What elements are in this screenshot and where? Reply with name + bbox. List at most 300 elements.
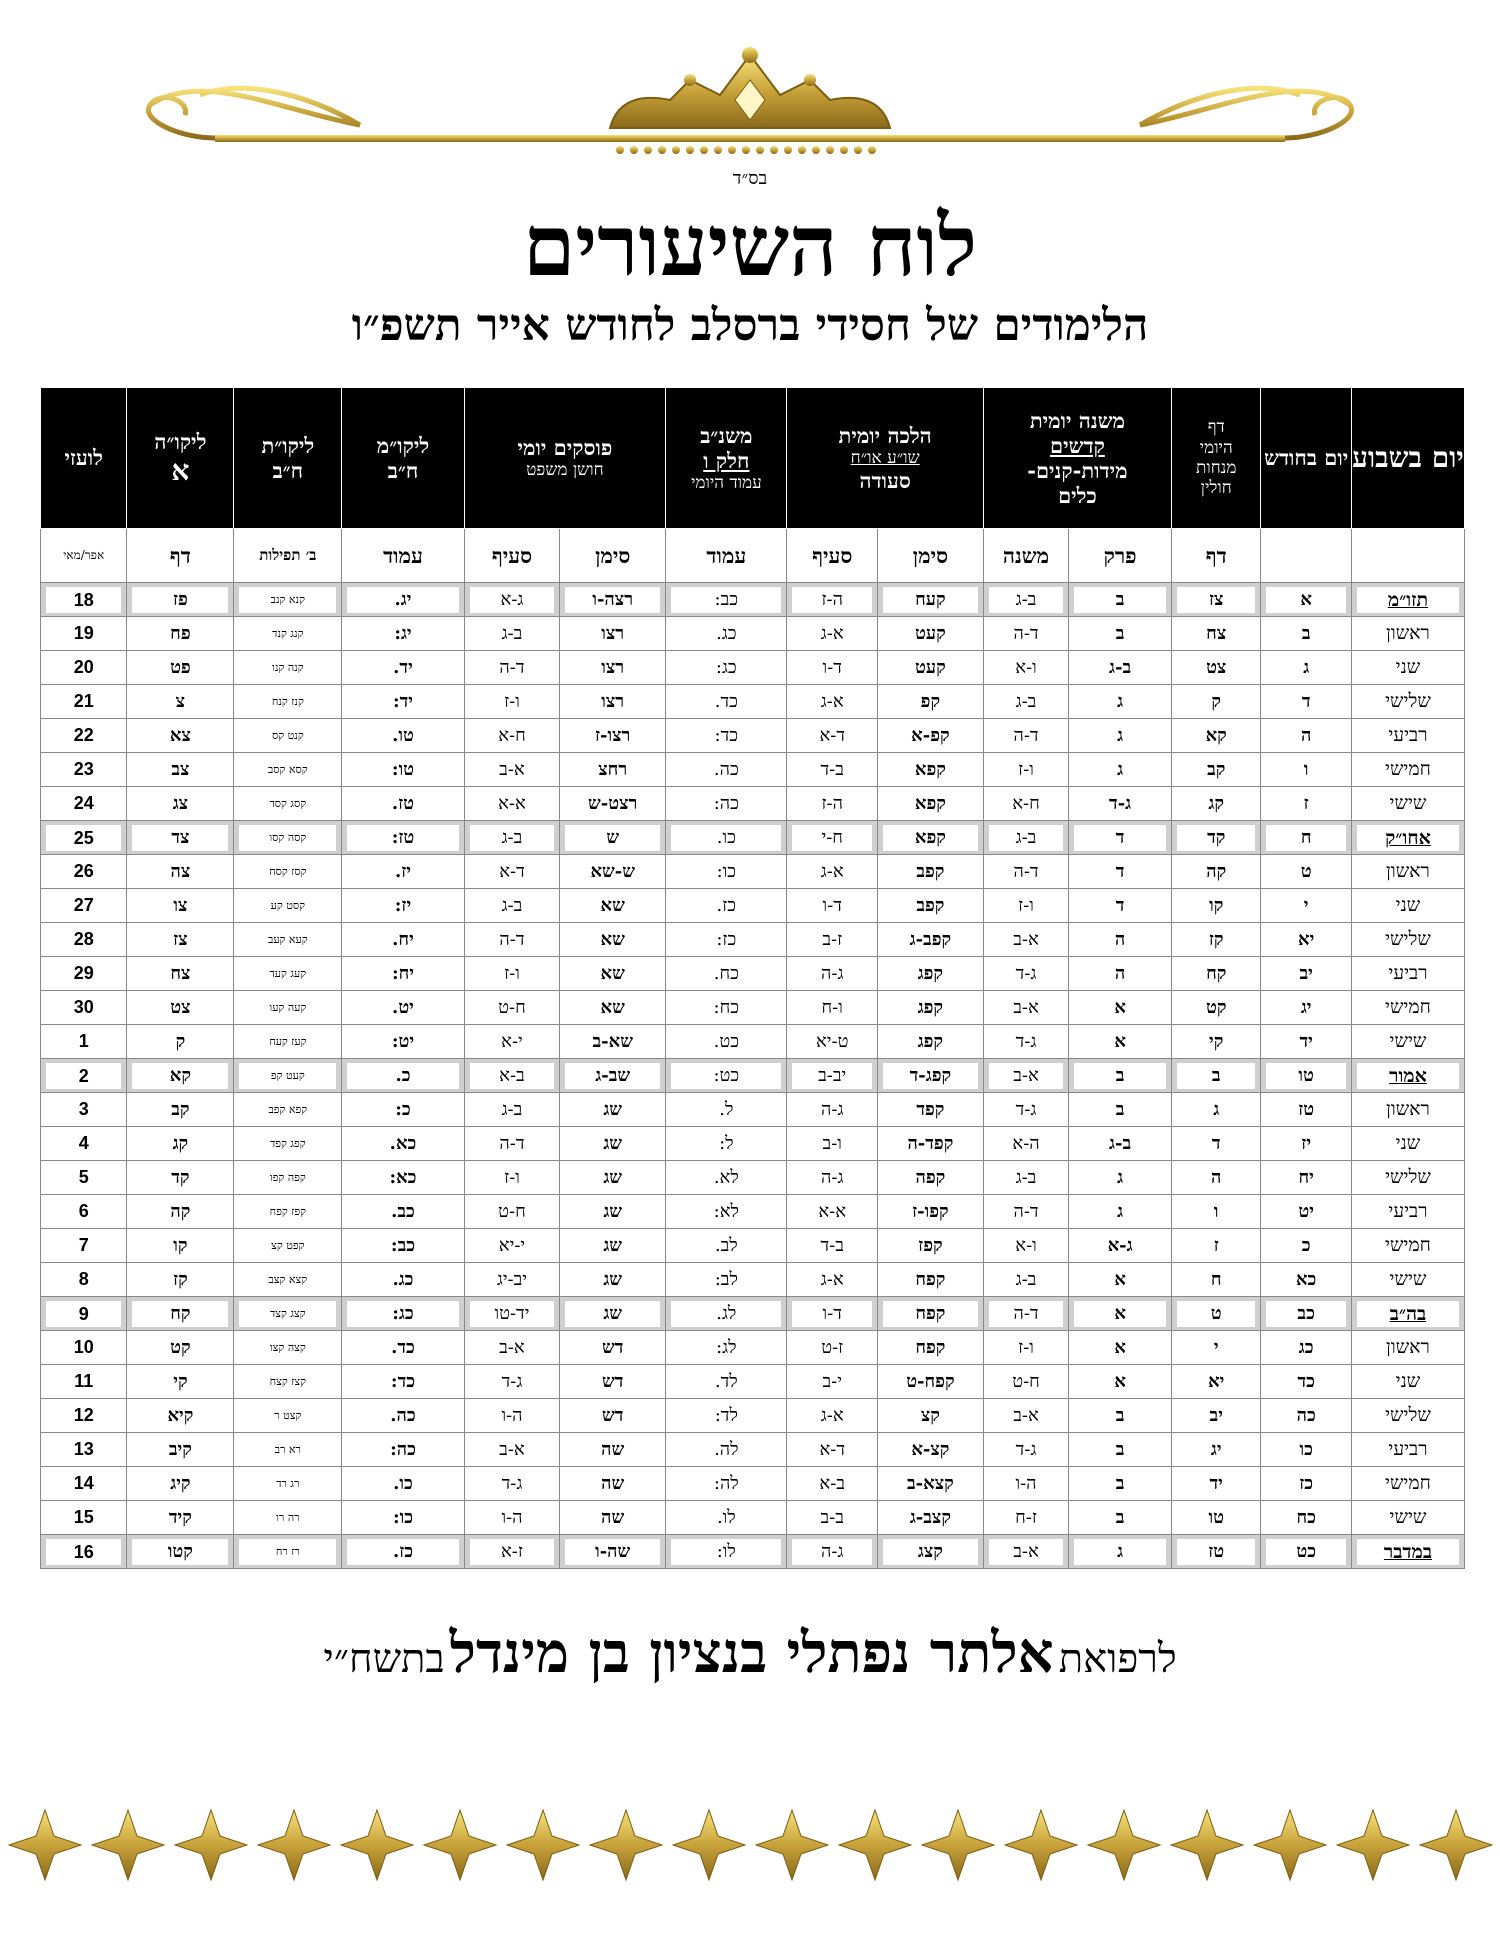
cell-poskim-siman: ש-שא [560, 855, 666, 889]
cell-siman-value: קעח [883, 587, 978, 613]
cell-lm-amud: יט. [342, 991, 464, 1025]
cell-day-of-week: חמישי [1351, 1229, 1464, 1263]
cell-daf-value: צז [1177, 587, 1255, 613]
cell-lh-daf: צב [127, 753, 234, 787]
cell-poskim-siman: רחצ [560, 753, 666, 787]
cell-mishna: ג-ד [983, 1433, 1068, 1467]
cell-lm-amud-value: יג. [347, 587, 458, 613]
cell-day-of-month: י [1261, 889, 1351, 923]
cell-poskim-seif: ח-ט [464, 1195, 560, 1229]
cell-day-of-month: ג [1261, 651, 1351, 685]
cell-poskim-seif: ו-ז [464, 1161, 560, 1195]
cell-mb-amud: כה: [666, 787, 787, 821]
cell-daf: ח [1172, 1263, 1261, 1297]
cell-loazi-date-value: 16 [46, 1539, 121, 1565]
cell-mishna: ח-א [983, 787, 1068, 821]
cell-seif: ז-ב [787, 923, 877, 957]
cell-siman: קצא-ב [877, 1467, 983, 1501]
cell-lh-daf: קיא [127, 1399, 234, 1433]
cell-lt-tefilot [234, 1535, 342, 1569]
cell-poskim-siman-value: שב-ג [565, 1063, 660, 1089]
cell-lh-daf: ק [127, 1025, 234, 1059]
cell-seif: א-ג [787, 685, 877, 719]
cell-daf: יב [1172, 1399, 1261, 1433]
cell-day-of-week: רביעי [1351, 1195, 1464, 1229]
cell-mb-amud: לה. [666, 1433, 787, 1467]
cell-daf [1172, 1059, 1261, 1093]
cell-mishna: ב-ג [983, 1161, 1068, 1195]
cell-lt-tefilot: רג רד [234, 1467, 342, 1501]
cell-mishna: ב-ג [983, 1263, 1068, 1297]
cell-day-of-week: שני [1351, 1365, 1464, 1399]
cell-day-of-month: יג [1261, 991, 1351, 1025]
cell-perek: ד [1069, 855, 1172, 889]
cell-lh-daf: צח [127, 957, 234, 991]
cell-poskim-seif: ד-ה [464, 923, 560, 957]
cell-lh-daf: קד [127, 1161, 234, 1195]
cell-perek: ג [1069, 719, 1172, 753]
table-row [41, 617, 1465, 651]
cell-perek: ב [1069, 1467, 1172, 1501]
cell-perek: ג [1069, 753, 1172, 787]
cell-lh-daf: קו [127, 1229, 234, 1263]
table-row [41, 923, 1465, 957]
cell-day-of-week [1351, 1535, 1464, 1569]
cell-perek-value: ג [1074, 1539, 1166, 1565]
cell-loazi-date: 30 [41, 991, 127, 1025]
cell-lh-daf: קיד [127, 1501, 234, 1535]
cell-lm-amud: כו. [342, 1467, 464, 1501]
cell-lm-amud: כד. [342, 1331, 464, 1365]
cell-daf: צח [1172, 617, 1261, 651]
cell-siman-value: קצג [883, 1539, 978, 1565]
cell-loazi-date: 11 [41, 1365, 127, 1399]
cell-poskim-seif [464, 1535, 560, 1569]
cell-poskim-siman: שא [560, 957, 666, 991]
gold-star-icon [1254, 1810, 1326, 1880]
cell-siman: קפז [877, 1229, 983, 1263]
cell-day-of-week [1351, 583, 1464, 617]
cell-poskim-seif: ד-ה [464, 1127, 560, 1161]
gold-star-icon [756, 1810, 828, 1880]
cell-mb-amud-value: לו: [671, 1539, 781, 1565]
cell-lm-amud: כא. [342, 1127, 464, 1161]
cell-poskim-siman: שה [560, 1433, 666, 1467]
table-row [41, 855, 1465, 889]
cell-perek: ה [1069, 923, 1172, 957]
cell-siman: קצ-א [877, 1433, 983, 1467]
cell-loazi-date [41, 1059, 127, 1093]
table-row [41, 1365, 1465, 1399]
cell-perek: א [1069, 1263, 1172, 1297]
cell-mishna [983, 821, 1068, 855]
sub-seif-poskim: סעיף [464, 529, 560, 583]
cell-mishna: ד-ה [983, 719, 1068, 753]
cell-seif: ג-ה [787, 1093, 877, 1127]
cell-daf: ו [1172, 1195, 1261, 1229]
cell-poskim-siman [560, 583, 666, 617]
cell-day-of-month-value: א [1266, 587, 1345, 613]
cell-poskim-siman: שה [560, 1467, 666, 1501]
cell-daf: קח [1172, 957, 1261, 991]
gold-star-icon [673, 1810, 745, 1880]
cell-siman-value: קפג-ד [883, 1063, 978, 1089]
cell-poskim-siman: שג [560, 1093, 666, 1127]
cell-loazi-date-value: 9 [46, 1301, 121, 1327]
cell-lh-daf-value: קטו [132, 1539, 228, 1565]
cell-perek-value: א [1074, 1301, 1166, 1327]
cell-lt-tefilot-value: קסה קסו [239, 825, 336, 851]
cell-perek: ה [1069, 957, 1172, 991]
cell-mb-amud: כד: [666, 719, 787, 753]
cell-perek: ב-ג [1069, 651, 1172, 685]
cell-seif: ג-ה [787, 957, 877, 991]
cell-lm-amud: כו: [342, 1501, 464, 1535]
col-likutei-moharan: ליקו״מ ח״ב [342, 388, 464, 529]
cell-siman: קפג [877, 957, 983, 991]
cell-lt-tefilot: רה רו [234, 1501, 342, 1535]
cell-loazi-date: 7 [41, 1229, 127, 1263]
cell-siman: קפה [877, 1161, 983, 1195]
cell-lm-amud-value: כ. [347, 1063, 458, 1089]
page-subtitle: הלימודים של חסידי ברסלב לחודש אייר תשפ״ו [351, 300, 1149, 351]
cell-poskim-seif: י-יא [464, 1229, 560, 1263]
cell-daf: ז [1172, 1229, 1261, 1263]
cell-lh-daf: קג [127, 1127, 234, 1161]
cell-daf [1172, 1535, 1261, 1569]
cell-day-of-week-value: בה״ב [1357, 1301, 1459, 1327]
cell-day-of-month: כ [1261, 1229, 1351, 1263]
cell-mishna: א-ב [983, 1399, 1068, 1433]
cell-mishna: ה-ו [983, 1467, 1068, 1501]
cell-poskim-siman: שא [560, 991, 666, 1025]
cell-seif: ב-א [787, 1467, 877, 1501]
cell-poskim-seif: ח-א [464, 719, 560, 753]
cell-lh-daf-value: פז [132, 587, 228, 613]
gold-star-icon [1005, 1810, 1077, 1880]
cell-lh-daf: צא [127, 719, 234, 753]
cell-loazi-date: 23 [41, 753, 127, 787]
cell-lt-tefilot: קפט קצ [234, 1229, 342, 1263]
cell-mishna: ו-ז [983, 753, 1068, 787]
cell-mishna: ב-ג [983, 685, 1068, 719]
cell-mishna-value: ב-ג [989, 825, 1063, 851]
bsd-mark: בס״ד [732, 168, 768, 189]
cell-lt-tefilot [234, 1059, 342, 1093]
cell-poskim-siman [560, 821, 666, 855]
cell-mishna: ו-א [983, 651, 1068, 685]
sub-month: אפר/מאי [41, 529, 127, 583]
cell-perek: א [1069, 991, 1172, 1025]
table-row [41, 1229, 1465, 1263]
cell-seif: ב-ד [787, 1229, 877, 1263]
cell-mb-amud: לא: [666, 1195, 787, 1229]
cell-day-of-week: שלישי [1351, 923, 1464, 957]
cell-poskim-seif: ב-ג [464, 889, 560, 923]
cell-day-of-month: טז [1261, 1093, 1351, 1127]
cell-mishna: ז-ח [983, 1501, 1068, 1535]
cell-day-of-month: יב [1261, 957, 1351, 991]
table-row [41, 1433, 1465, 1467]
cell-poskim-seif [464, 821, 560, 855]
cell-siman: קפו-ז [877, 1195, 983, 1229]
cell-siman: קפח-ט [877, 1365, 983, 1399]
sub-daf-lh: דף [127, 529, 234, 583]
cell-seif: ט-יא [787, 1025, 877, 1059]
gold-star-icon [1420, 1810, 1492, 1880]
cell-day-of-month: יז [1261, 1127, 1351, 1161]
cell-day-of-week: שישי [1351, 787, 1464, 821]
cell-perek-value: ב [1074, 1063, 1166, 1089]
cell-lt-tefilot: קסא קסב [234, 753, 342, 787]
cell-lh-daf [127, 1059, 234, 1093]
cell-mb-amud [666, 1297, 787, 1331]
cell-lm-amud: יח: [342, 957, 464, 991]
cell-daf-value: ט [1177, 1301, 1255, 1327]
cell-day-of-week: שלישי [1351, 685, 1464, 719]
cell-lh-daf: צט [127, 991, 234, 1025]
cell-lm-amud: יח. [342, 923, 464, 957]
cell-day-of-month: ה [1261, 719, 1351, 753]
cell-mishna-value: א-ב [989, 1539, 1063, 1565]
cell-lh-daf: קה [127, 1195, 234, 1229]
cell-lh-daf-value: קח [132, 1301, 228, 1327]
cell-daf: קא [1172, 719, 1261, 753]
cell-daf: ה [1172, 1161, 1261, 1195]
cell-seif: ד-ו [787, 889, 877, 923]
gold-star-icon [1088, 1810, 1160, 1880]
cell-day-of-month-value: טו [1266, 1063, 1345, 1089]
sub-mishna: משנה [983, 529, 1068, 583]
cell-mb-amud: לב: [666, 1263, 787, 1297]
col-likutei-tefilot: ליקו״ת ח״ב [234, 388, 342, 529]
cell-seif-value: ד-ו [792, 1301, 871, 1327]
table-row [41, 1501, 1465, 1535]
cell-mb-amud: לב. [666, 1229, 787, 1263]
cell-seif-value: ה-ז [792, 587, 871, 613]
table-row [41, 1093, 1465, 1127]
cell-mb-amud: כה. [666, 753, 787, 787]
cell-daf [1172, 1297, 1261, 1331]
cell-lh-daf-value: צד [132, 825, 228, 851]
cell-perek: ג [1069, 1195, 1172, 1229]
cell-lt-tefilot: קפג קפד [234, 1127, 342, 1161]
cell-poskim-siman: רצט-ש [560, 787, 666, 821]
cell-loazi-date: 21 [41, 685, 127, 719]
table-row [41, 753, 1465, 787]
cell-lt-tefilot: קצא קצב [234, 1263, 342, 1297]
cell-lt-tefilot-value: קעט קפ [239, 1063, 336, 1089]
cell-poskim-siman: שא-ב [560, 1025, 666, 1059]
cell-siman [877, 583, 983, 617]
cell-perek: ג-א [1069, 1229, 1172, 1263]
cell-lt-tefilot: קנג קנד [234, 617, 342, 651]
cell-lh-daf [127, 1535, 234, 1569]
gold-star-icon [424, 1810, 496, 1880]
cell-day-of-month: כח [1261, 1501, 1351, 1535]
table-row [41, 1535, 1465, 1569]
cell-seif: ב-ב [787, 1501, 877, 1535]
cell-poskim-seif-value: ז-א [470, 1539, 555, 1565]
cell-mishna: ג-ד [983, 957, 1068, 991]
table-row [41, 1399, 1465, 1433]
table-row [41, 685, 1465, 719]
cell-seif [787, 821, 877, 855]
cell-daf: קט [1172, 991, 1261, 1025]
cell-daf-value: ב [1177, 1063, 1255, 1089]
cell-poskim-siman: שא [560, 889, 666, 923]
cell-lh-daf: פח [127, 617, 234, 651]
cell-mb-amud: כז: [666, 923, 787, 957]
cell-lt-tefilot: קסט קע [234, 889, 342, 923]
cell-siman: קפח [877, 1331, 983, 1365]
cell-seif: א-ג [787, 617, 877, 651]
cell-lt-tefilot-value: רז רח [239, 1539, 336, 1565]
cell-loazi-date-value: 2 [46, 1063, 121, 1089]
cell-siman: קפג [877, 991, 983, 1025]
cell-day-of-week-value: אחו״ק [1357, 825, 1459, 851]
cell-lt-tefilot: קצט ר [234, 1399, 342, 1433]
cell-day-of-week: שלישי [1351, 1399, 1464, 1433]
cell-day-of-week: ראשון [1351, 1093, 1464, 1127]
cell-lm-amud [342, 821, 464, 855]
cell-lm-amud: טו. [342, 719, 464, 753]
cell-lm-amud-value: טז: [347, 825, 458, 851]
col-day-week: יום בשבוע [1351, 388, 1464, 529]
cell-poskim-siman: שא [560, 923, 666, 957]
sub-seif: סעיף [787, 529, 877, 583]
cell-lm-amud: כג. [342, 1263, 464, 1297]
cell-seif: ד-ו [787, 651, 877, 685]
table-row [41, 991, 1465, 1025]
cell-daf: קג [1172, 787, 1261, 821]
cell-mishna: ה-א [983, 1127, 1068, 1161]
cell-loazi-date: 15 [41, 1501, 127, 1535]
cell-lh-daf [127, 1297, 234, 1331]
cell-lt-tefilot: קסג קסד [234, 787, 342, 821]
cell-mb-amud: כט. [666, 1025, 787, 1059]
table-row [41, 1161, 1465, 1195]
cell-daf: קו [1172, 889, 1261, 923]
cell-lt-tefilot [234, 1297, 342, 1331]
cell-day-of-week [1351, 821, 1464, 855]
cell-day-of-month [1261, 1535, 1351, 1569]
cell-loazi-date: 28 [41, 923, 127, 957]
cell-lh-daf: פט [127, 651, 234, 685]
cell-lh-daf: צז [127, 923, 234, 957]
cell-mb-amud: ל. [666, 1093, 787, 1127]
cell-day-of-month: ט [1261, 855, 1351, 889]
cell-poskim-seif: ב-ג [464, 617, 560, 651]
cell-day-of-week: ראשון [1351, 1331, 1464, 1365]
gold-star-icon [839, 1810, 911, 1880]
cell-siman: קצב-ג [877, 1501, 983, 1535]
cell-siman: קעט [877, 651, 983, 685]
cell-perek: ב [1069, 1093, 1172, 1127]
cell-lm-amud: יז: [342, 889, 464, 923]
cell-lh-daf: קז [127, 1263, 234, 1297]
cell-loazi-date: 27 [41, 889, 127, 923]
cell-siman: קפא [877, 787, 983, 821]
cell-mb-amud-value: כט: [671, 1063, 781, 1089]
cell-lh-daf: קי [127, 1365, 234, 1399]
cell-mb-amud: כח: [666, 991, 787, 1025]
cell-loazi-date: 20 [41, 651, 127, 685]
cell-lm-amud: יד: [342, 685, 464, 719]
cell-daf: קי [1172, 1025, 1261, 1059]
cell-seif [787, 1059, 877, 1093]
gold-star-icon [92, 1810, 164, 1880]
cell-perek-value: ב [1074, 587, 1166, 613]
cell-lt-tefilot: קעה קעו [234, 991, 342, 1025]
cell-seif [787, 1297, 877, 1331]
cell-poskim-siman: שג [560, 1195, 666, 1229]
cell-poskim-siman: שג [560, 1263, 666, 1297]
cell-lh-daf: קט [127, 1331, 234, 1365]
cell-poskim-seif: ה-ו [464, 1399, 560, 1433]
cell-lm-amud [342, 1297, 464, 1331]
cell-perek: א [1069, 1365, 1172, 1399]
cell-lh-daf [127, 821, 234, 855]
cell-poskim-seif: י-א [464, 1025, 560, 1059]
cell-lt-tefilot: קעז קעח [234, 1025, 342, 1059]
cell-poskim-siman-value: ש [565, 825, 660, 851]
cell-seif: ו-ח [787, 991, 877, 1025]
cell-day-of-month [1261, 583, 1351, 617]
cell-poskim-siman: דש [560, 1399, 666, 1433]
col-loazi: לועזי [41, 388, 127, 529]
cell-day-of-week: חמישי [1351, 991, 1464, 1025]
cell-poskim-siman: דש [560, 1331, 666, 1365]
dedication [0, 1618, 1500, 1702]
cell-poskim-siman: רצו [560, 651, 666, 685]
cell-day-of-week [1351, 1059, 1464, 1093]
sub-siman-poskim: סימן [560, 529, 666, 583]
gold-star-icon [1337, 1810, 1409, 1880]
col-likutei-halachot: ליקו״ה א [127, 388, 234, 529]
cell-mb-amud [666, 821, 787, 855]
cell-poskim-seif-value: ב-ג [470, 825, 555, 851]
cell-lm-amud: כא: [342, 1161, 464, 1195]
cell-poskim-seif [464, 583, 560, 617]
cell-daf [1172, 583, 1261, 617]
cell-poskim-siman: רצו [560, 617, 666, 651]
cell-siman: קפד-ה [877, 1127, 983, 1161]
cell-perek: א [1069, 1025, 1172, 1059]
cell-lm-amud-value: כג: [347, 1301, 458, 1327]
cell-day-of-week: רביעי [1351, 957, 1464, 991]
col-mishna-yomit: משנה יומית קדשים מידות-קנים- כלים [983, 388, 1171, 529]
cell-day-of-week: שישי [1351, 1501, 1464, 1535]
cell-mb-amud: לד. [666, 1365, 787, 1399]
cell-day-of-month: כה [1261, 1399, 1351, 1433]
cell-lm-amud: טז. [342, 787, 464, 821]
cell-mb-amud: ל: [666, 1127, 787, 1161]
cell-mishna: א-ב [983, 923, 1068, 957]
cell-perek [1069, 1535, 1172, 1569]
cell-siman: קעט [877, 617, 983, 651]
cell-mishna [983, 1297, 1068, 1331]
cell-poskim-seif: ג-ד [464, 1467, 560, 1501]
cell-lh-daf: צו [127, 889, 234, 923]
cell-lm-amud-value: כז. [347, 1539, 458, 1565]
cell-seif: ה-ז [787, 787, 877, 821]
table-row [41, 787, 1465, 821]
cell-day-of-week: שני [1351, 651, 1464, 685]
cell-mb-amud: לא. [666, 1161, 787, 1195]
cell-seif: א-ג [787, 1399, 877, 1433]
cell-poskim-seif [464, 1059, 560, 1093]
